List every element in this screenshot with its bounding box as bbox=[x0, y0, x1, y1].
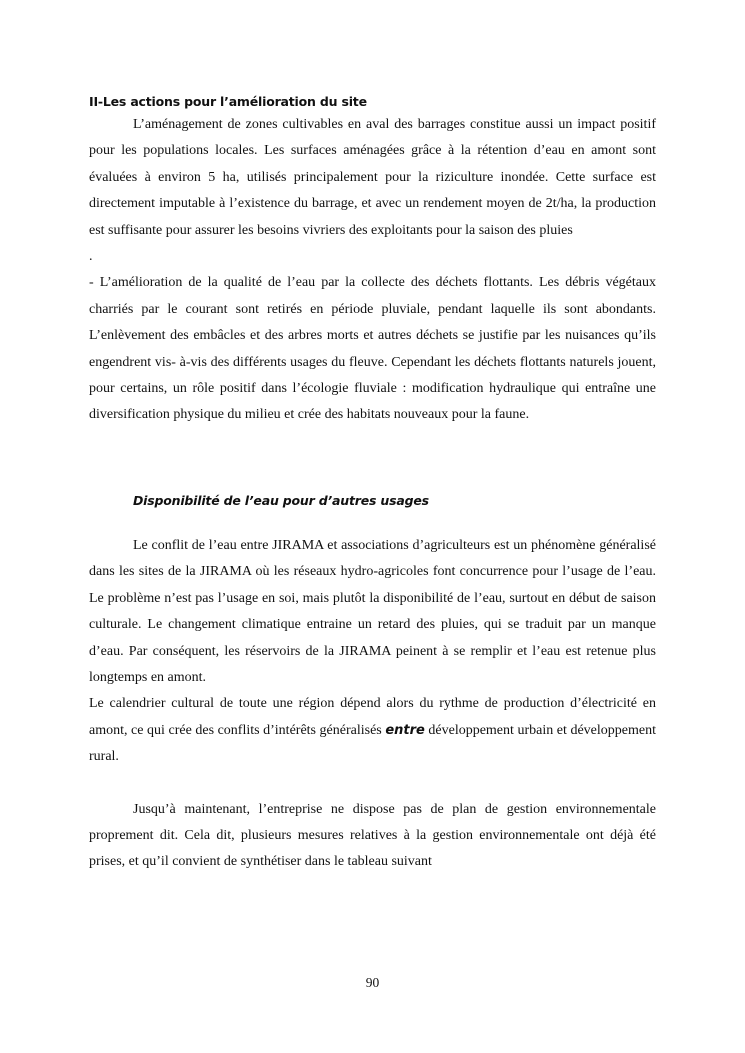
spacer bbox=[89, 771, 656, 797]
page-number: 90 bbox=[365, 975, 380, 990]
subsection-paragraph-1: Le conflit de l’eau entre JIRAMA et associations d’agriculteurs est un phénomène généralisé dans les sites de la JIRAMA où les réseaux hydro-agricoles font concurrence pour l’usage de l’eau. Le problème n’est pas l’usage en soi, mais plutôt la disponibilité de l’eau, surtout en début de saison culturale. Le changement climatique entraine un retard des pluies, qui se traduit par un manque d’eau. Par conséquent, les réservoirs de la JIRAMA peinent à se remplir et l’eau est retenue plus longtemps en amont. bbox=[89, 537, 656, 685]
subsection-paragraph-2 bbox=[89, 691, 656, 770]
paragraph-2-text-start: Le calendrier cultural de toute une région dépend alors du rythme de production d’électricité en amont, ce qui crée des conflits d’intérêts généralisés bbox=[89, 696, 656, 738]
document-page bbox=[89, 92, 656, 876]
spacer bbox=[89, 511, 656, 533]
emphasized-word: entre bbox=[385, 722, 425, 738]
paragraph-2-text-end: développement urbain et développement rural. bbox=[89, 722, 656, 765]
subsection-paragraph-3: Jusqu’à maintenant, l’entreprise ne dispose pas de plan de gestion environnementale proprement dit. Cela dit, plusieurs mesures relatives à la gestion environnementale ont déjà été prises, et qu’il convient de synthétiser dans le tableau suivant bbox=[89, 801, 656, 870]
spacer bbox=[89, 429, 656, 491]
section-paragraph-1: L’aménagement de zones cultivables en aval des barrages constitue aussi un impact positif pour les populations locales. Les surfaces aménagées grâce à la rétention d’eau en amont sont évaluées à environ 5 ha, utilisés principalement pour la riziculture inondée. Cette surface est directement imputable à l’existence du barrage, et avec un rendement moyen de 2t/ha, la production est suffisante pour assurer les besoins vivriers des exploitants pour la saison des pluies bbox=[89, 117, 656, 238]
section-dot: . bbox=[89, 249, 93, 265]
section-heading: II-Les actions pour l’amélioration du site bbox=[89, 94, 367, 109]
section-paragraph-2: - L’amélioration de la qualité de l’eau par la collecte des déchets flottants. Les débris végétaux charriés par le courant sont retirés en période pluviale, pendant laquelle ils sont abondants. L’enlèvement des embâcles et des arbres morts et autres déchets se justifie par les nuisances qu’ils engendrent vis- à-vis des différents usages du fleuve. Cependant les déchets flottants naturels jouent, pour certains, un rôle positif dans l’écologie fluviale : modification hydraulique qui entraîne une diversification physique du milieu et crée des habitats nouveaux pour la faune. bbox=[89, 275, 656, 423]
subsection-heading: Disponibilité de l’eau pour d’autres usages bbox=[133, 492, 429, 508]
